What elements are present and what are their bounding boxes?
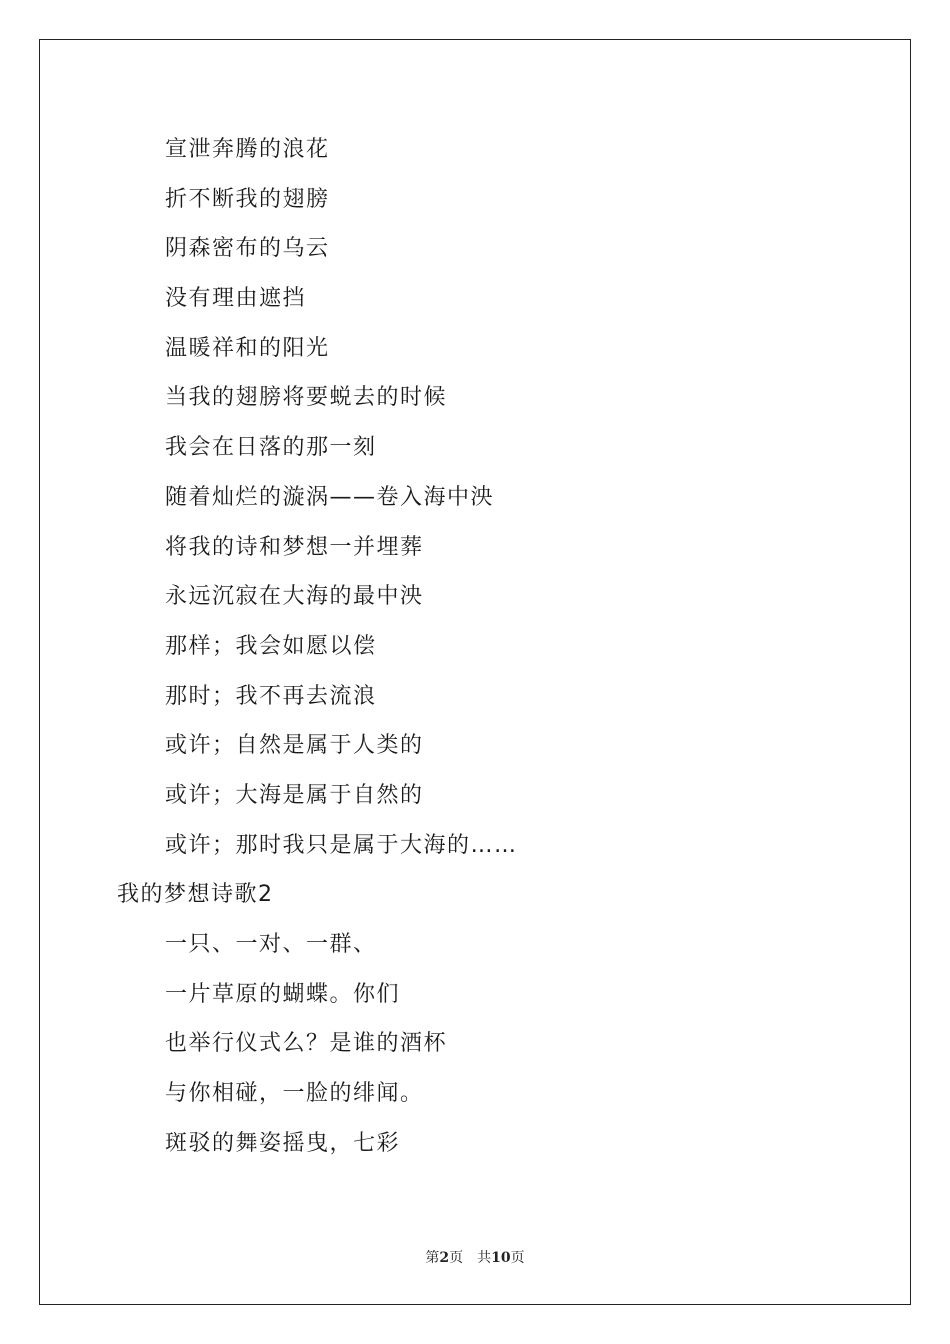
poem-line: 当我的翅膀将要蜕去的时候 — [165, 385, 448, 411]
poem-line: 一只、一对、一群、 — [165, 932, 377, 957]
poem-line: 阴森密布的乌云 — [165, 236, 330, 262]
document-body — [0, 128, 950, 1171]
page-current: 2 — [439, 1250, 450, 1266]
poem-line: 我会在日落的那一刻 — [165, 435, 377, 461]
poem-line: 斑驳的舞姿摇曳，七彩 — [165, 1130, 401, 1156]
poem-line: 那样；我会如愿以偿 — [165, 633, 377, 659]
total-suffix: 页 — [510, 1250, 525, 1266]
poem-line: 没有理由遮挡 — [165, 286, 307, 312]
poem-line: 那时；我不再去流浪 — [165, 683, 377, 709]
poem-line: 随着灿烂的漩涡——卷入海中泱 — [165, 484, 495, 510]
poem-line: 一片草原的蝴蝶。你们 — [165, 981, 401, 1007]
page-total: 10 — [491, 1250, 511, 1266]
poem-line: 或许；大海是属于自然的 — [165, 782, 424, 808]
page-suffix: 页 — [449, 1250, 464, 1266]
poem-line: 折不断我的翅膀 — [165, 186, 330, 212]
poem-line: 将我的诗和梦想一并埋葬 — [165, 534, 424, 560]
page-footer — [0, 1247, 950, 1267]
poem-line: 或许；自然是属于人类的 — [165, 733, 424, 759]
poem-line: 宣泄奔腾的浪花 — [165, 137, 330, 162]
section-heading: 我的梦想诗歌2 — [117, 882, 274, 908]
poem-line: 温暖祥和的阳光 — [165, 335, 330, 361]
page-prefix: 第 — [425, 1250, 440, 1266]
poem-line: 也举行仪式么？是谁的酒杯 — [165, 1031, 448, 1057]
poem-line: 永远沉寂在大海的最中泱 — [165, 584, 424, 610]
poem-line: 与你相碰，一脸的绯闻。 — [165, 1081, 424, 1107]
poem-line: 或许；那时我只是属于大海的…… — [165, 832, 518, 858]
total-prefix: 共 — [477, 1250, 492, 1266]
